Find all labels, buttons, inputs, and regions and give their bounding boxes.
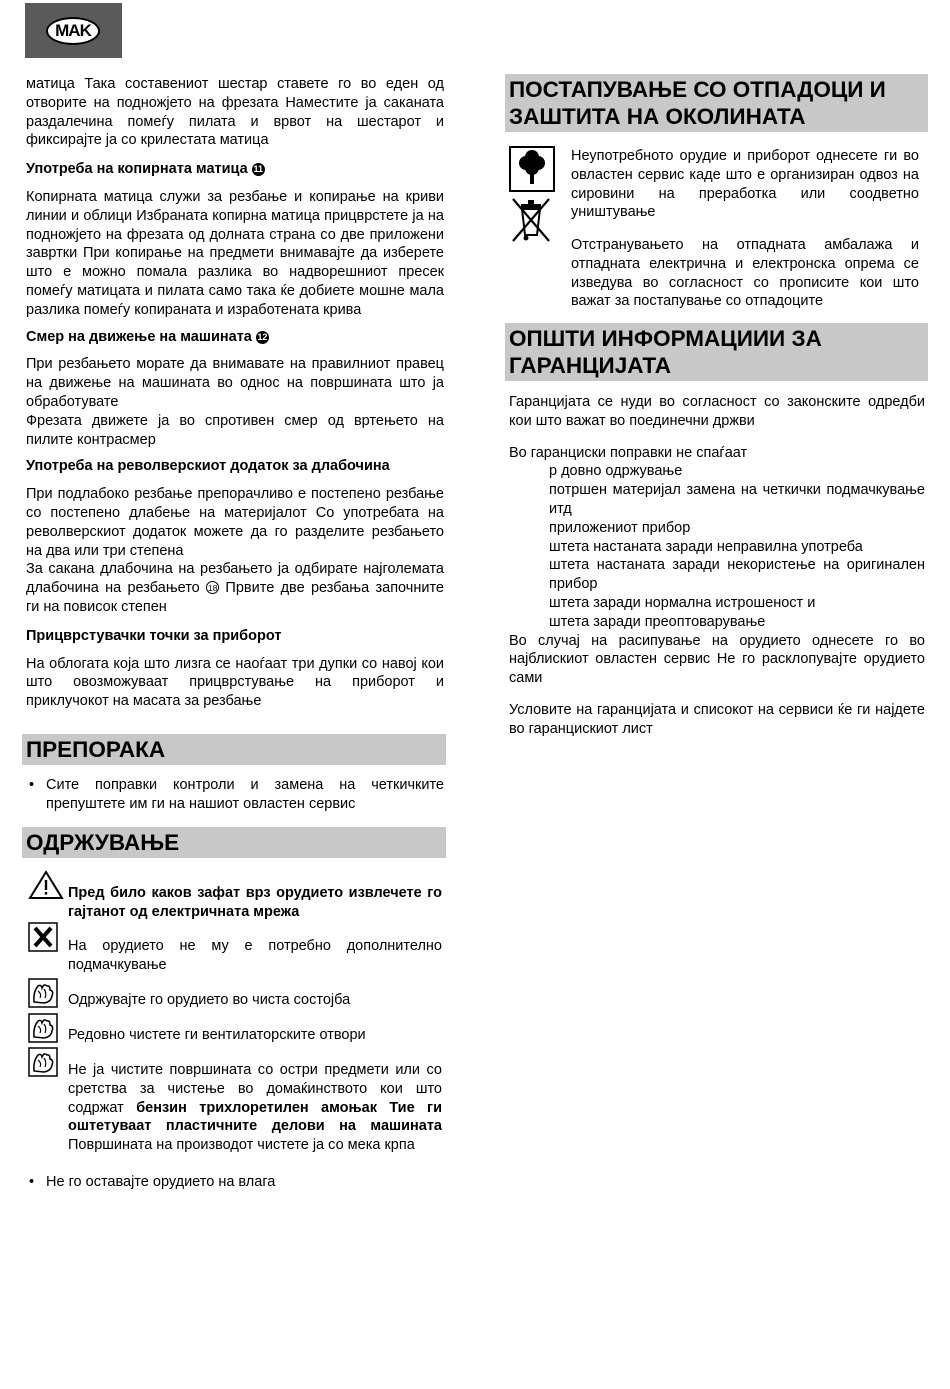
depth-text-b: Првите две резбања започните ги на повисок степен	[26, 580, 444, 615]
warranty-paragraph-1: Гаранцијата се нуди во согласност со законските одредби кои што важат во поединечни држви	[509, 394, 925, 429]
crossed-bin-icon	[509, 195, 553, 248]
figure-ref-12: 12	[257, 331, 268, 342]
section-title-text: Употреба на копирната матица	[26, 161, 248, 178]
figure-ref-18: 18	[207, 583, 218, 594]
environment-paragraph-1: Неупотребното орудие и приборот однесете ги во овластен сервис каде што е организиран одвоз на сировини на преработка или соодветно уништување	[571, 148, 919, 221]
environment-paragraph-2: Отстранувањето на отпадната амбалажа и отпадната електрична и електронска опрема се изведува во согласност со прописите кои што важат за постапување со отпадоците	[571, 237, 919, 310]
logo-block	[25, 3, 122, 58]
tree-recycling-icon	[509, 146, 555, 197]
language-logo: MAK	[46, 17, 100, 45]
bullet-icon: •	[29, 777, 35, 793]
heading-waste-environment: ПОСТАПУВАЊЕ СО ОТПАДОЦИ И ЗАШТИТА НА ОКОЛИНАТА	[505, 74, 928, 132]
cleaning-hand-icon	[28, 1013, 58, 1048]
cleaning-hand-icon	[28, 1047, 58, 1082]
maintenance-lubrication: На орудието не му е потребно дополнително подмачкување	[68, 938, 442, 973]
surface-text-bold: бензин трихлоретилен амоњак Тие ги оштетуваат пластичните делови на машината	[68, 1099, 443, 1135]
heading-maintenance: ОДРЖУВАЊЕ	[22, 827, 446, 858]
moisture-list	[26, 1173, 444, 1192]
recommendation-list	[26, 776, 444, 814]
figure-ref-11: 11	[253, 164, 263, 175]
list-item	[26, 1173, 444, 1192]
warranty-paragraph-4: Условите на гаранцијата и списокот на сервиси ќе ги најдете во гаранцискиот лист	[509, 701, 925, 737]
list-item: штета заради преоптоварување	[549, 613, 766, 630]
section-title-copy-template	[26, 160, 444, 179]
list-item	[26, 776, 444, 814]
surface-text-c: Површината на производот чистете ја со мека крпа	[68, 1137, 415, 1154]
depth-stop-paragraph-1: При подлабоко резбање препорачливо е постепено резбање со постепено длабење на материјалот Со употребата на револверскиот додаток можете да го разделите резбањето на два или три степена	[26, 486, 444, 559]
heading-warranty: ОПШТИ ИНФОРМАЦИИИ ЗА ГАРАНЦИЈАТА	[505, 323, 928, 381]
list-item: потршен материјал замена на четкички подмачкување итд	[549, 482, 925, 517]
list-item: штета настаната заради неправилна употреба	[549, 538, 863, 555]
surface-text-a: Не ја чистите површината со остри предмети или со сретства за чистење во домаќинството кои што содржат	[68, 1062, 442, 1116]
direction-paragraph-2: Фрезата движете ја во спротивен смер од вртењето на пилите контрасмер	[26, 412, 444, 448]
list-item: р довно одржување	[549, 463, 683, 480]
left-column	[26, 75, 444, 711]
copy-template-paragraph: Копирната матица служи за резбање и копирање на криви линии и облици Избраната копирна матица прицврстете ја на подножјето на фрезата од долната страна со две приложени завртки При копирање на предмети внимавајте да изберете што е можно помала разлика во надворешниот пресек помеѓу матицата и пилата само така ќе добиете мошне мала разлика помеѓу копираната и изработената крива	[26, 188, 444, 318]
heading-recommendation: ПРЕПОРАКА	[22, 734, 446, 765]
warranty-paragraph-2: Во гаранциски поправки не спаѓаат	[509, 444, 748, 461]
list-item-text: Не го оставајте орудието на влага	[46, 1174, 276, 1190]
warranty-paragraph-3: Во случај на расипување на орудието однесете го во најблискиот овластен сервис Не го расклопувајте орудието сами	[509, 632, 925, 687]
section-title-depth-stop: Употреба на револверскиот додаток за длабочина	[26, 458, 390, 475]
section-title-direction	[26, 328, 444, 347]
list-item: штета настаната заради некористење на оригинален прибор	[549, 557, 925, 593]
depth-text-a: За сакана длабочина на резбањето ја одбирате најголемата длабочина на резбањето	[26, 561, 444, 597]
maintenance-surface	[68, 1061, 442, 1155]
list-item: штета заради нормална истрошеност и	[549, 594, 816, 611]
list-item: приложениот прибор	[549, 519, 691, 536]
mounting-points-paragraph: На облогата која што лизга се наоѓаат три дупки со навој кои што овозможуваат прицврстување на приборот и приклучокот на масата за резбање	[26, 655, 444, 710]
cleaning-hand-icon	[28, 978, 58, 1013]
section-title-text: Смер на движење на машината	[26, 328, 252, 345]
maintenance-unplug: Пред било каков зафат врз орудието извлечете го гајтанот од електричната мрежа	[68, 885, 442, 920]
depth-stop-paragraph-2	[26, 560, 444, 616]
no-lubrication-icon	[28, 922, 58, 957]
intro-paragraph: матица Така составениот шестар ставете го во еден од отворите на подножјето на фрезата Наместите ја саканата раздалечина помеѓу пилата и врвот на шестарот и фиксирајте ја со крилестата матица	[26, 76, 444, 149]
bullet-icon: •	[29, 1174, 35, 1190]
warranty-exclusions-list	[509, 462, 925, 631]
section-title-mounting-points: Прицврстувачки точки за приборот	[26, 627, 282, 644]
warning-triangle-icon	[28, 870, 64, 905]
warranty-column	[509, 393, 925, 739]
maintenance-vents: Редовно чистете ги вентилаторските отвори	[68, 1027, 366, 1043]
list-item-text: Сите поправки контроли и замена на четкичките препуштете им ги на нашиот овластен сервис	[46, 777, 444, 812]
maintenance-clean: Одржувајте го орудието во чиста состојба	[68, 992, 351, 1008]
direction-paragraph-1: При резбањето морате да внимавате на правилниот правец на движење на машината во однос на површината што ја обработувате	[26, 356, 444, 410]
